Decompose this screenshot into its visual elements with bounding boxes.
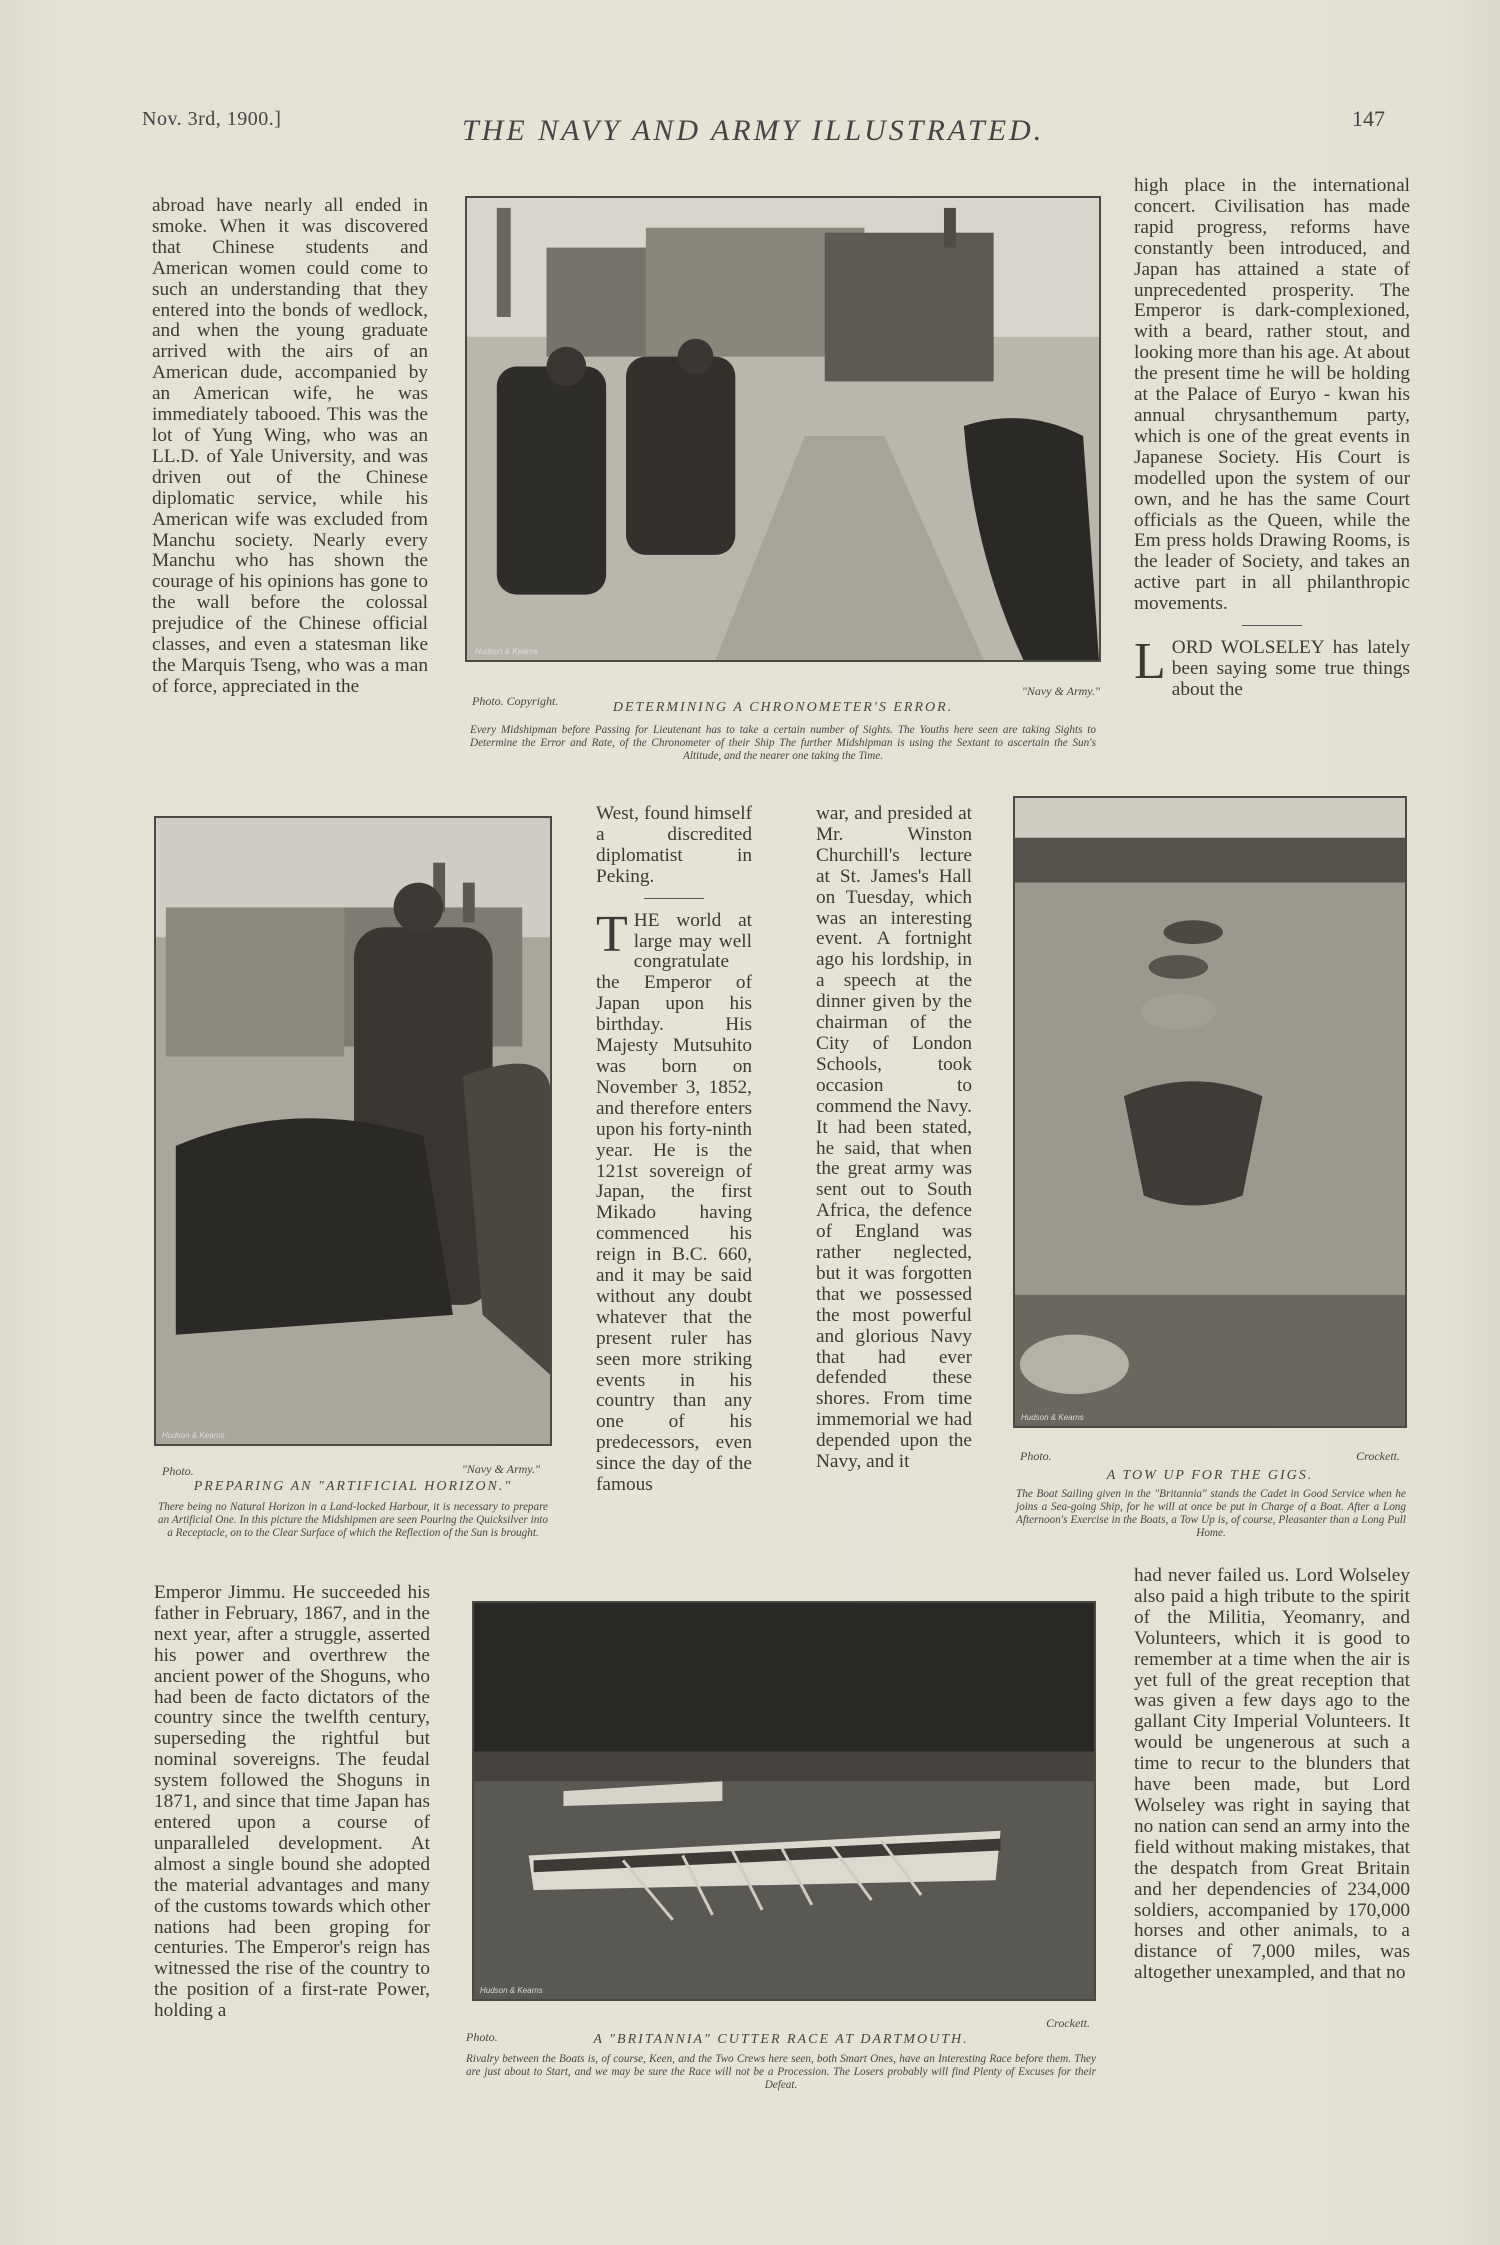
article-text: high place in the international concert. Civilisation has made rapid progress, reforms have constantly been introduced, and Japan has attained a state of unprecedented prosperity. The Emperor is dark-complexioned, with a beard, rather stout, and looking more than his age. At about the present time he will be holding at the Palace of Euryo - kwan his annual chrysanthemum party, which is one of the great events in Japanese Society. His Court is modelled upon the system of our own, and he has the same Court officials as the Queen, while the Em press holds Drawing Rooms, is the leader of Society, and takes an active part in all philanthropic movements. bbox=[1134, 175, 1410, 615]
article-text: Emperor Jimmu. He succeeded his father in February, 1867, and in the next year, after a struggle, asserted his power and overthrew the ancient power of the Shoguns, who had been de facto dictators of the country since the twelfth century, superseding the rightful but nominal sovereigns. The feudal system followed the Shoguns in 1871, and since that time Japan has entered upon a course of unparalleled development. At almost a single bound she adopted the material advantages and many of the customs towards which other nations had been groping for centuries. The Emperor's reign has witnessed the rise of the country to the position of a first-rate Power, holding a bbox=[154, 1582, 430, 2022]
photo-credit-right: "Navy & Army." bbox=[1021, 684, 1100, 698]
article-text: West, found himself a discredited diplomatist in Peking. bbox=[596, 803, 752, 887]
engraver-credit: Hudson & Kearns bbox=[162, 1431, 225, 1440]
figure-title: A "BRITANNIA" CUTTER RACE AT DARTMOUTH. bbox=[593, 2032, 969, 2047]
figure-title: DETERMINING A CHRONOMETER'S ERROR. bbox=[612, 700, 954, 715]
engraver-credit: Hudson & Kearns bbox=[480, 1986, 543, 1995]
article-text: had never failed us. Lord Wolseley also paid a high tribute to the spirit of the Militia, Yeomanry, and Volunteers, which it is good to remember at a time when the air is yet full of the great reception that was given a few days ago to the gallant City Imperial Volunteers. It would be ungenerous at such a time to recur to the blunders that have been made, but Lord Wolseley was right in saying that no nation can send an army into the field without making mistakes, that the despatch from Great Britain and her dependencies of 234,000 soldiers, accompanied by 170,000 horses and other animals, to a distance of 7,000 miles, was altogether unexampled, and that no bbox=[1134, 1565, 1410, 1984]
article-text: HE world at large may well congratulate the Emperor of Japan upon his birthday. His Majesty Mutsuhito was born on November 3, 1852, and therefore enters upon his forty-ninth year. He is the 121st sovereign of Japan, the first Mikado having commenced his reign in B.C. 660, and it may be said without any doubt whatever that the present ruler has seen more striking events in his country than any one of his predecessors, even since the day of the famous bbox=[596, 909, 752, 1496]
engraver-credit: Hudson & Kearns bbox=[1021, 1413, 1084, 1422]
photo-credit-left: Photo. bbox=[1020, 1449, 1052, 1463]
figure-caption: Rivalry between the Boats is, of course, Keen, and the Two Crews here seen, both Smart Ones, have an Interesting Race before them. They are just about to Start, and we may be sure the Race will not be a Procession. The Losers probably will find Plenty of Excuses for their Defeat. bbox=[466, 2053, 1096, 2091]
column-top-right bbox=[1134, 176, 1410, 701]
photo-cutter-race-image bbox=[474, 1603, 1094, 1999]
masthead-title: THE NAVY AND ARMY ILLUSTRATED. bbox=[462, 114, 1045, 147]
photo-tow-up-gigs bbox=[1013, 796, 1407, 1428]
photo-credit-left: Photo. bbox=[466, 2030, 498, 2044]
photo-chronometer bbox=[465, 196, 1101, 662]
photo-credit-right: Crockett. bbox=[1046, 2016, 1090, 2030]
figure-title: A TOW UP FOR THE GIGS. bbox=[1106, 1468, 1314, 1483]
column-top-left bbox=[152, 196, 428, 698]
photo-credit-right: "Navy & Army." bbox=[461, 1462, 540, 1476]
figure-title: PREPARING AN "ARTIFICIAL HORIZON." bbox=[193, 1479, 513, 1494]
column-bottom-left bbox=[154, 1583, 430, 2022]
photo-credit-left: Photo. Copyright. bbox=[472, 694, 559, 708]
article-text: war, and presided at Mr. Winston Churchill's lecture at St. James's Hall on Tuesday, which was an interesting event. A fortnight ago his lordship, in a speech at the dinner given by the chairman of the City of London Schools, took occasion to commend the Navy. It had been stated, he said, that when the great army was sent out to South Africa, the defence of England was rather neglected, but it was forgotten that we possessed the most powerful and glorious Navy that had ever defended these shores. From time immemorial we had depended upon the Navy, and it bbox=[816, 803, 972, 1473]
figure-caption: There being no Natural Horizon in a Land-locked Harbour, it is necessary to prepare an Artificial One. In this picture the Midshipmen are seen Pouring the Quicksilver into a Receptacle, on to the Clear Surface of which the Reflection of the Sun is brought. bbox=[158, 1501, 548, 1539]
drop-cap: T bbox=[596, 905, 628, 963]
section-divider bbox=[644, 898, 704, 899]
issue-date: Nov. 3rd, 1900.] bbox=[142, 108, 282, 130]
column-middle-a bbox=[596, 804, 752, 1496]
section-divider bbox=[1242, 625, 1302, 626]
article-text: ORD WOLSELEY has lately been saying some true things about the bbox=[1171, 637, 1410, 700]
photo-artificial-horizon-image bbox=[156, 818, 550, 1444]
engraver-credit: Hudson & Kearns bbox=[475, 647, 538, 656]
photo-chronometer-image bbox=[467, 198, 1099, 660]
column-bottom-right bbox=[1134, 1566, 1410, 1984]
drop-cap: L bbox=[1134, 633, 1166, 691]
page-number: 147 bbox=[1352, 106, 1385, 131]
photo-credit-right: Crockett. bbox=[1356, 1449, 1400, 1463]
photo-cutter-race bbox=[472, 1601, 1096, 2001]
photo-tow-up-gigs-image bbox=[1015, 798, 1405, 1426]
column-middle-b bbox=[816, 804, 972, 1473]
article-text: abroad have nearly all ended in smoke. When it was discovered that Chinese students and American women could come to such an understanding that they entered into the bonds of wedlock, and when the young graduate arrived with the airs of an American dude, accompanied by an American wife, he was immediately tabooed. This was the lot of Yung Wing, who was an LL.D. of Yale University, and was driven out of the Chinese diplomatic service, while his American wife was excluded from Manchu society. Nearly every Manchu who has shown the courage of his opinions has gone to the wall before the colossal prejudice of the Chinese official classes, and even a statesman like the Marquis Tseng, who was a man of force, appreciated in the bbox=[152, 195, 428, 697]
photo-artificial-horizon bbox=[154, 816, 552, 1446]
figure-caption: The Boat Sailing given in the "Britannia" stands the Cadet in Good Service when he joins a Sea-going Ship, for he will at once be put in Charge of a Boat. After a Long Afternoon's Exercise in the Boats, a Tow Up is, of course, Pleasanter than a Long Pull Home. bbox=[1016, 1488, 1406, 1539]
figure-caption: Every Midshipman before Passing for Lieutenant has to take a certain number of Sights. The Youths here seen are taking Sights to Determine the Error and Rate, of the Chronometer of their Ship The further Midshipman is using the Sextant to ascertain the Sun's Altitude, and the nearer one taking the Time. bbox=[470, 724, 1096, 762]
photo-credit-left: Photo. bbox=[162, 1464, 194, 1478]
